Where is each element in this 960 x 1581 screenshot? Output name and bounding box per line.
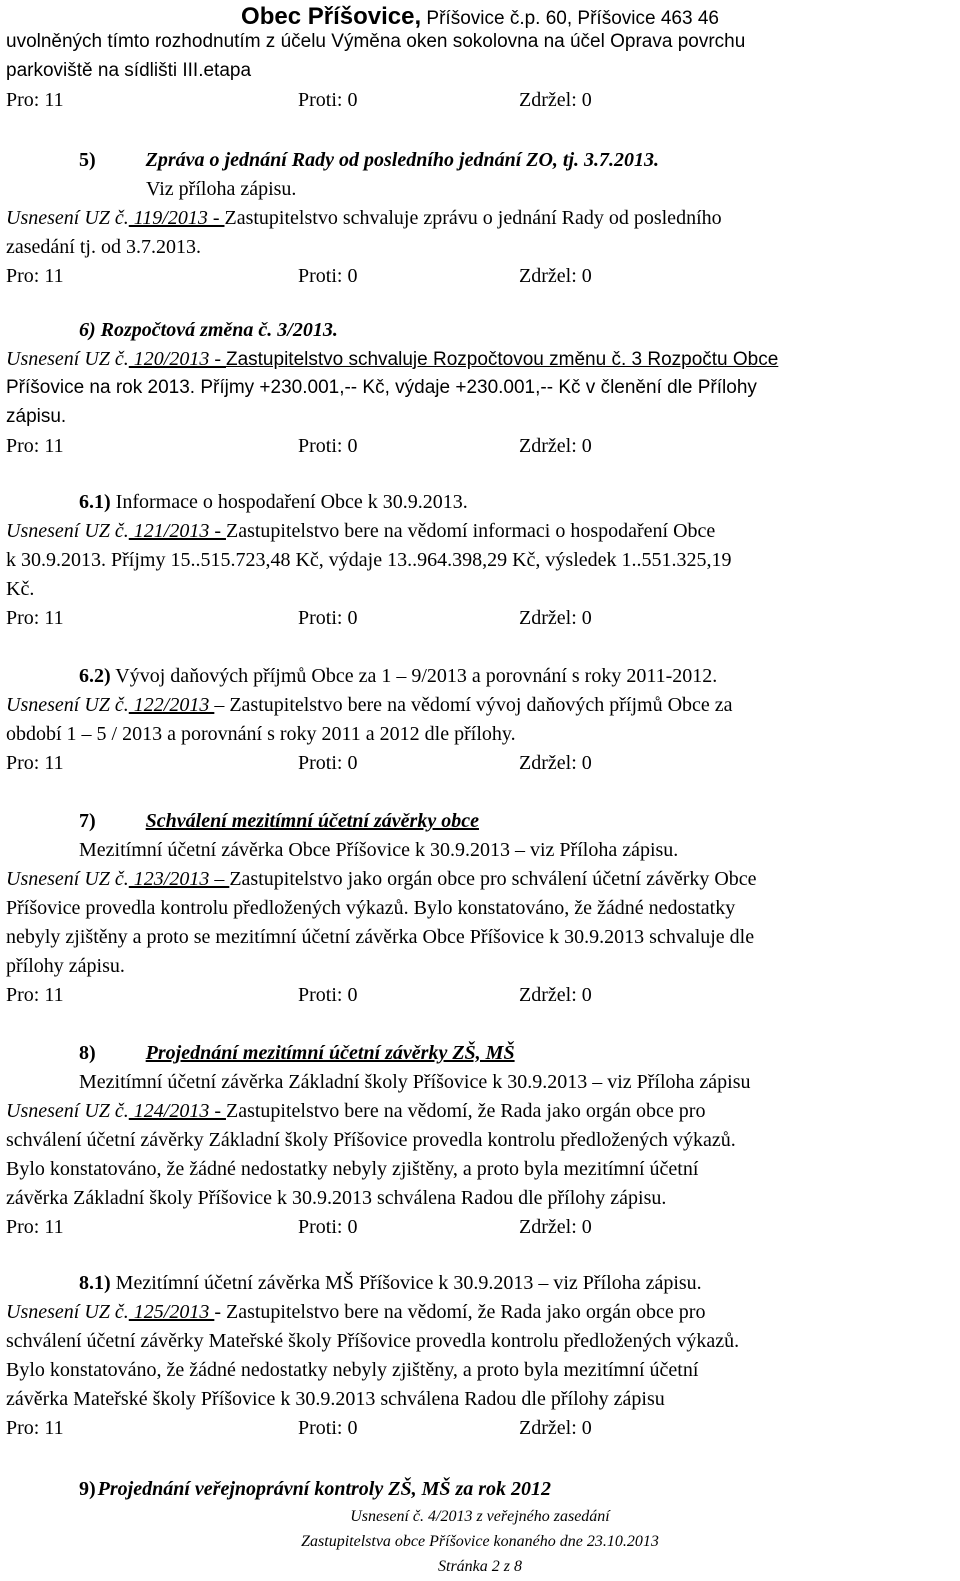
section-6-heading: 6) Rozpočtová změna č. 3/2013. <box>79 319 338 341</box>
vote-result: Pro: 11 Proti: 0 Zdržel: 0 <box>6 1417 592 1439</box>
text-line: k 30.9.2013. Příjmy 15..515.723,48 Kč, výdaje 13..964.398,29 Kč, výsledek 1..551.325,19 <box>6 549 732 571</box>
vote-result: Pro: 11 Proti: 0 Zdržel: 0 <box>6 752 592 774</box>
section-7-sub: Mezitímní účetní závěrka Obce Příšovice k 30.9.2013 – viz Příloha zápisu. <box>79 839 679 861</box>
vote-pro: Pro: 11 <box>6 89 64 111</box>
section-5-heading: 5) Zpráva o jednání Rady od posledního jednání ZO, tj. 3.7.2013. <box>79 149 660 171</box>
text-line: závěrka Mateřské školy Příšovice k 30.9.2013 schválena Radou dle přílohy zápisu <box>6 1388 665 1410</box>
text-line: zasedání tj. od 3.7.2013. <box>6 236 201 258</box>
text-line: Příšovice na rok 2013. Příjmy +230.001,-- Kč, výdaje +230.001,-- Kč v členění dle Přílohy <box>6 377 757 398</box>
vote-zdrzel: Zdržel: 0 <box>519 89 592 111</box>
text-line: Kč. <box>6 578 35 600</box>
vote-proti: Proti: 0 <box>298 89 358 111</box>
vote-result: Pro: 11 Proti: 0 Zdržel: 0 <box>6 984 592 1006</box>
resolution-123: Usnesení UZ č. 123/2013 – Zastupitelstvo jako orgán obce pro schválení účetní závěrky Obce <box>6 868 757 890</box>
text-line: Bylo konstatováno, že žádné nedostatky nebyly zjištěny, a proto byla mezitímní účetní <box>6 1158 699 1180</box>
vote-result <box>6 88 626 112</box>
text-line: závěrka Základní školy Příšovice k 30.9.2013 schválena Radou dle přílohy zápisu. <box>6 1187 667 1209</box>
vote-result: Pro: 11 Proti: 0 Zdržel: 0 <box>6 1216 592 1238</box>
section-9-heading: 9) Projednání veřejnoprávní kontroly ZŠ, MŠ za rok 2012 <box>79 1478 552 1500</box>
section-6-1-heading: 6.1) Informace o hospodaření Obce k 30.9.2013. <box>79 491 468 513</box>
section-8-1-heading: 8.1) Mezitímní účetní závěrka MŠ Příšovice k 30.9.2013 – viz Příloha zápisu. <box>79 1272 702 1294</box>
text-line: přílohy zápisu. <box>6 955 125 977</box>
text-line: období 1 – 5 / 2013 a porovnání s roky 2011 a 2012 dle přílohy. <box>6 723 516 745</box>
resolution-120: Usnesení UZ č. 120/2013 - Zastupitelstvo schvaluje Rozpočtovou změnu č. 3 Rozpočtu Obce <box>6 348 779 370</box>
vote-result: Pro: 11 Proti: 0 Zdržel: 0 <box>6 265 592 287</box>
resolution-122: Usnesení UZ č. 122/2013 – Zastupitelstvo bere na vědomí vývoj daňových příjmů Obce za <box>6 694 733 716</box>
vote-result: Pro: 11 Proti: 0 Zdržel: 0 <box>6 607 592 629</box>
text-line: zápisu. <box>6 406 67 427</box>
footer-resolution: Usnesení č. 4/2013 z veřejného zasedání <box>350 1508 610 1525</box>
text-line: uvolněných tímto rozhodnutím z účelu Výměna oken sokolovna na účel Oprava povrchu <box>6 31 746 52</box>
resolution-124: Usnesení UZ č. 124/2013 - Zastupitelstvo bere na vědomí, že Rada jako orgán obce pro <box>6 1100 706 1122</box>
section-8-heading: 8) Projednání mezitímní účetní závěrky ZŠ, MŠ <box>79 1042 515 1064</box>
text-line: Bylo konstatováno, že žádné nedostatky nebyly zjištěny, a proto byla mezitímní účetní <box>6 1359 699 1381</box>
text-line: parkoviště na sídlišti III.etapa <box>6 60 252 81</box>
text-line: schválení účetní závěrky Základní školy Příšovice provedla kontrolu předložených výkazů. <box>6 1129 736 1151</box>
footer-meeting: Zastupitelstva obce Příšovice konaného dne 23.10.2013 <box>301 1533 659 1550</box>
vote-result: Pro: 11 Proti: 0 Zdržel: 0 <box>6 435 592 457</box>
resolution-number: 119/2013 - <box>128 207 225 229</box>
municipality-address: Příšovice č.p. 60, Příšovice 463 46 <box>421 8 719 29</box>
municipality-name: Obec Příšovice, <box>241 3 422 30</box>
resolution-121: Usnesení UZ č. 121/2013 - Zastupitelstvo bere na vědomí informaci o hospodaření Obce <box>6 520 716 542</box>
resolution-label: Usnesení UZ č. <box>6 207 129 229</box>
resolution-125: Usnesení UZ č. 125/2013 - Zastupitelstvo bere na vědomí, že Rada jako orgán obce pro <box>6 1301 706 1323</box>
text-line: Příšovice provedla kontrolu předložených výkazů. Bylo konstatováno, že žádné nedostatky <box>6 897 736 919</box>
resolution-119: Usnesení UZ č. 119/2013 - Zastupitelstvo schvaluje zprávu o jednání Rady od posledního <box>6 207 722 229</box>
section-5-sub: Viz příloha zápisu. <box>146 178 297 200</box>
section-8-sub: Mezitímní účetní závěrka Základní školy Příšovice k 30.9.2013 – viz Příloha zápisu <box>79 1071 751 1093</box>
text-line: schválení účetní závěrky Mateřské školy Příšovice provedla kontrolu předložených výkazů. <box>6 1330 740 1352</box>
text-line: nebyly zjištěny a proto se mezitímní účetní závěrka Obce Příšovice k 30.9.2013 schvaluje dle <box>6 926 755 948</box>
footer-page-number: Stránka 2 z 8 <box>438 1558 522 1575</box>
section-6-2-heading: 6.2) Vývoj daňových příjmů Obce za 1 – 9/2013 a porovnání s roky 2011-2012. <box>79 665 718 687</box>
section-7-heading: 7) Schválení mezitímní účetní závěrky obce <box>79 810 479 832</box>
